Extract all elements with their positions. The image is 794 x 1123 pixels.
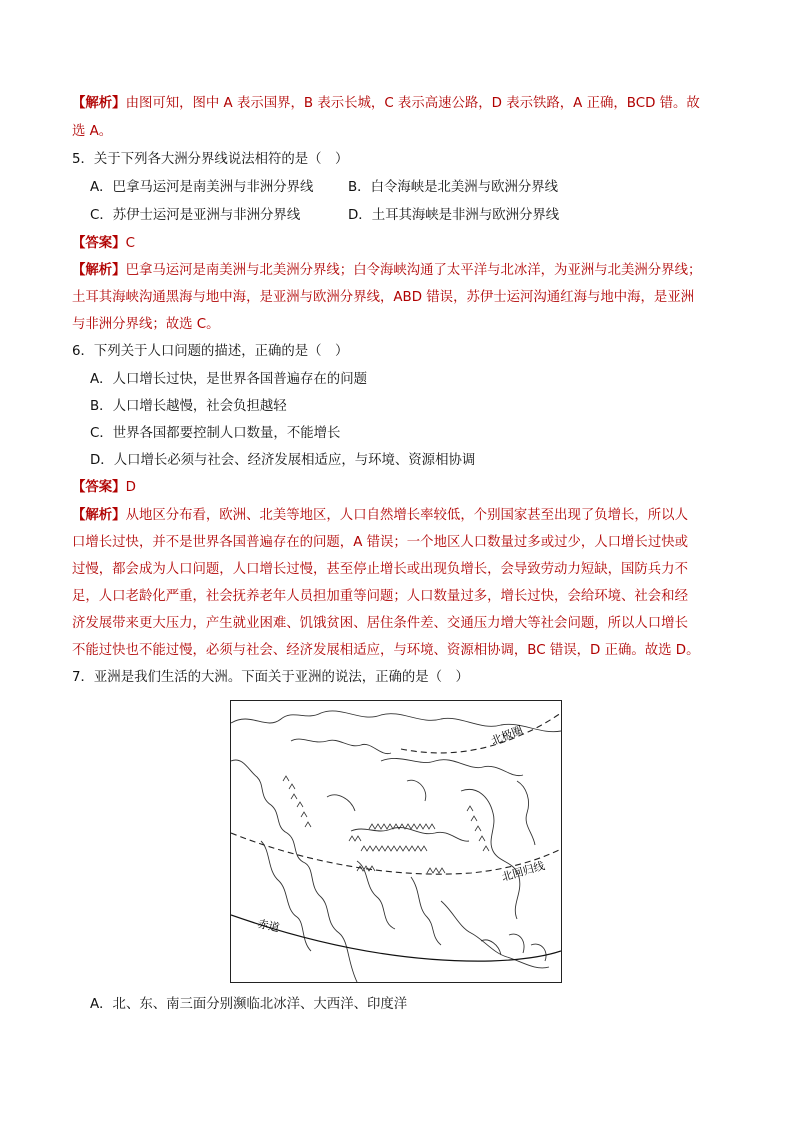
q7-option-a: A．北、东、南三面分别濒临北冰洋、大西洋、印度洋 [90, 997, 408, 1012]
q5-stem: 5．关于下列各大洲分界线说法相符的是（ ） [72, 152, 349, 167]
q6-stem: 6．下列关于人口问题的描述，正确的是（ ） [72, 344, 349, 359]
coastlines [231, 711, 561, 982]
q6-analysis-line-4: 足，人口老龄化严重，社会抚养老年人员担加重等问题；人口数量过多，增长过快，会给环境、社会和经 [72, 589, 688, 604]
q6-analysis-line-1: 【解析】从地区分布看，欧洲、北美等地区，人口自然增长率较低，个别国家甚至出现了负增长，所以人 [72, 508, 688, 523]
q4-analysis-line-1: 【解析】由图可知，图中 A 表示国界，B 表示长城，C 表示高速公路，D 表示铁路，A 正确，BCD 错。故 [72, 96, 700, 111]
q6-analysis-line-2: 口增长过快，并不是世界各国普遍存在的问题，A 错误；一个地区人口数量过多或过少，人口增长过快或 [72, 535, 688, 550]
asia-map [230, 700, 562, 983]
q6-analysis-line-5: 济发展带来更大压力，产生就业困难、饥饿贫困、居住条件差、交通压力增大等社会问题，所以人口增长 [72, 616, 688, 631]
q6-analysis-line-3: 过慢，都会成为人口问题，人口增长过慢，甚至停止增长或出现负增长，会导致劳动力短缺，国防兵力不 [72, 562, 688, 577]
arctic-circle-line [401, 713, 561, 753]
q6-analysis-line-6: 不能过快也不能过慢，必须与社会、经济发展相适应，与环境、资源相协调，BC 错误，D 正确。故选 D。 [72, 643, 700, 658]
q6-answer: 【答案】D [72, 480, 136, 495]
map-label-tropic: 北回归线 [500, 859, 547, 884]
q6-option-d: D．人口增长必须与社会、经济发展相适应，与环境、资源相协调 [90, 453, 476, 468]
analysis-tag: 【解析】 [72, 96, 126, 111]
map-label-arctic: 北极圈 [489, 723, 525, 748]
mountain-symbols [283, 776, 489, 873]
q5-answer: 【答案】C [72, 236, 135, 251]
q5-option-b: B．白令海峡是北美洲与欧洲分界线 [348, 180, 559, 195]
q6-option-c: C．世界各国都要控制人口数量，不能增长 [90, 426, 341, 441]
q4-analysis-line-2: 选 A。 [72, 124, 113, 139]
q6-option-b: B．人口增长越慢，社会负担越轻 [90, 399, 287, 414]
q5-analysis-line-1: 【解析】巴拿马运河是南美洲与北美洲分界线；白令海峡沟通了太平洋与北冰洋，为亚洲与北美洲分界线； [72, 263, 702, 278]
q5-option-c: C．苏伊士运河是亚洲与非洲分界线 [90, 208, 301, 223]
q5-analysis-line-2: 土耳其海峡沟通黑海与地中海，是亚洲与欧洲分界线，ABD 错误，苏伊士运河沟通红海与地中海，是亚洲 [72, 290, 695, 305]
q5-option-d: D．土耳其海峡是非洲与欧洲分界线 [348, 208, 560, 223]
q5-analysis-line-3: 与非洲分界线；故选 C。 [72, 317, 220, 332]
q5-option-a: A．巴拿马运河是南美洲与非洲分界线 [90, 180, 314, 195]
map-label-equator: 赤道 [256, 917, 281, 935]
q6-option-a: A．人口增长过快，是世界各国普遍存在的问题 [90, 372, 367, 387]
asia-map-svg [231, 701, 561, 982]
q7-stem: 7．亚洲是我们生活的大洲。下面关于亚洲的说法，正确的是（ ） [72, 670, 469, 685]
